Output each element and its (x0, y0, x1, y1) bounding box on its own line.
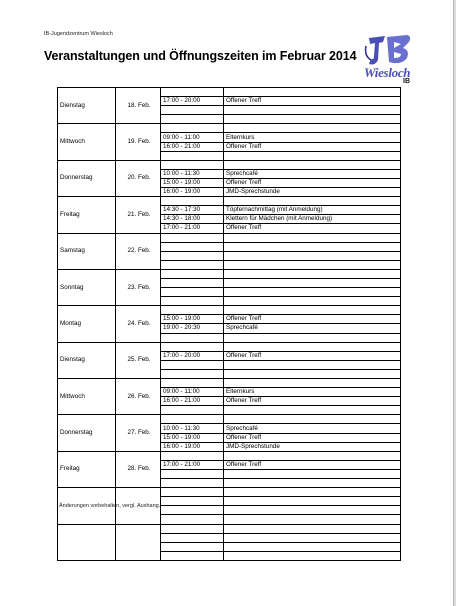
event-cell: JMD-Sprechstunde (224, 442, 401, 451)
event-cell (224, 260, 401, 269)
time-cell (161, 88, 224, 97)
time-cell: 15:00 - 19:00 (161, 315, 224, 324)
date-cell: 27. Feb. (116, 415, 161, 451)
table-row (58, 88, 401, 97)
date-cell: 20. Feb. (116, 160, 161, 196)
time-cell (161, 551, 224, 560)
table-row (58, 342, 401, 351)
time-cell: 14:30 - 17:30 (161, 206, 224, 215)
time-cell: 17:00 - 20:00 (161, 351, 224, 360)
time-cell (161, 288, 224, 297)
table-row (58, 379, 401, 388)
time-cell: 16:00 - 21:00 (161, 397, 224, 406)
event-cell (224, 297, 401, 306)
event-cell (224, 88, 401, 97)
table-row (58, 160, 401, 169)
day-cell: Freitag (58, 197, 116, 233)
date-cell: 19. Feb. (116, 124, 161, 160)
event-cell (224, 278, 401, 287)
logo-wordmark: Wiesloch (364, 65, 411, 80)
time-cell (161, 233, 224, 242)
event-cell (224, 151, 401, 160)
event-cell: Offener Treff (224, 460, 401, 469)
time-cell (161, 479, 224, 488)
event-cell (224, 451, 401, 460)
event-cell: Sprechcafé (224, 424, 401, 433)
event-cell: JMD-Sprechstunde (224, 188, 401, 197)
table-row (58, 269, 401, 278)
table-row (58, 197, 401, 206)
event-cell (224, 306, 401, 315)
time-cell: 10:00 - 11:30 (161, 424, 224, 433)
logo-mark: IB (403, 78, 410, 85)
event-cell (224, 160, 401, 169)
event-cell: Offener Treff (224, 178, 401, 187)
time-cell (161, 160, 224, 169)
time-cell (161, 115, 224, 124)
event-cell (224, 197, 401, 206)
event-cell (224, 515, 401, 524)
event-cell (224, 269, 401, 278)
time-cell: 10:00 - 11:30 (161, 169, 224, 178)
event-cell (224, 488, 401, 497)
time-cell (161, 124, 224, 133)
date-cell: 28. Feb. (116, 451, 161, 487)
day-cell: Donnerstag (58, 415, 116, 451)
time-cell (161, 360, 224, 369)
time-cell (161, 269, 224, 278)
event-cell (224, 506, 401, 515)
time-cell (161, 524, 224, 533)
time-cell (161, 278, 224, 287)
table-row (58, 415, 401, 424)
table-row (58, 233, 401, 242)
table-row (58, 306, 401, 315)
event-cell: Offener Treff (224, 142, 401, 151)
time-cell (161, 497, 224, 506)
time-cell: 16:00 - 19:00 (161, 442, 224, 451)
event-cell (224, 497, 401, 506)
time-cell (161, 488, 224, 497)
event-cell (224, 369, 401, 378)
time-cell: 16:00 - 19:00 (161, 188, 224, 197)
time-cell (161, 369, 224, 378)
event-cell (224, 542, 401, 551)
time-cell (161, 297, 224, 306)
event-cell: Offener Treff (224, 224, 401, 233)
event-cell (224, 242, 401, 251)
event-cell: Elternkurs (224, 133, 401, 142)
event-cell: Offener Treff (224, 433, 401, 442)
event-cell (224, 533, 401, 542)
day-cell: Dienstag (58, 88, 116, 124)
event-cell (224, 333, 401, 342)
day-cell: Montag (58, 306, 116, 342)
time-cell (161, 151, 224, 160)
time-cell: 17:00 - 20:00 (161, 97, 224, 106)
date-cell (116, 524, 161, 560)
time-cell: 09:00 - 11:00 (161, 133, 224, 142)
table-row (58, 524, 401, 533)
day-cell: Samstag (58, 233, 116, 269)
time-cell: 17:00 - 21:00 (161, 460, 224, 469)
event-cell (224, 415, 401, 424)
time-cell: 19:00 - 20:30 (161, 324, 224, 333)
event-cell (224, 106, 401, 115)
event-cell: Elternkurs (224, 388, 401, 397)
event-cell (224, 379, 401, 388)
day-cell: Dienstag (58, 342, 116, 378)
date-cell: 26. Feb. (116, 379, 161, 415)
event-cell (224, 288, 401, 297)
date-cell: 25. Feb. (116, 342, 161, 378)
event-cell (224, 524, 401, 533)
date-cell: 24. Feb. (116, 306, 161, 342)
date-cell: 23. Feb. (116, 269, 161, 305)
day-cell (58, 524, 116, 560)
event-cell: Sprechcafé (224, 169, 401, 178)
event-cell (224, 124, 401, 133)
event-cell (224, 360, 401, 369)
organization-name: IB-Jugendzentrum Wiesloch (44, 31, 113, 37)
event-cell (224, 251, 401, 260)
time-cell (161, 451, 224, 460)
time-cell (161, 506, 224, 515)
time-cell (161, 242, 224, 251)
day-cell: Mittwoch (58, 379, 116, 415)
time-cell: 17:00 - 21:00 (161, 224, 224, 233)
time-cell (161, 197, 224, 206)
schedule-table (57, 87, 401, 561)
event-cell: Klettern für Mädchen (mit Anmeldung) (224, 215, 401, 224)
table-row (58, 451, 401, 460)
time-cell: 15:00 - 19:00 (161, 433, 224, 442)
date-cell: 18. Feb. (116, 88, 161, 124)
table-row (58, 124, 401, 133)
time-cell: 09:00 - 11:00 (161, 388, 224, 397)
event-cell (224, 233, 401, 242)
event-cell (224, 469, 401, 478)
event-cell: Offener Treff (224, 397, 401, 406)
time-cell (161, 342, 224, 351)
page-title: Veranstaltungen und Öffnungszeiten im Februar 2014 (44, 49, 357, 63)
event-cell: Töpfernachmittag (mit Anmeldung) (224, 206, 401, 215)
time-cell (161, 333, 224, 342)
time-cell (161, 406, 224, 415)
time-cell (161, 251, 224, 260)
event-cell: Sprechcafé (224, 324, 401, 333)
footer-note: Änderungen vorbehalten, vergl. Aushang. (59, 503, 161, 509)
time-cell (161, 515, 224, 524)
day-cell: Mittwoch (58, 124, 116, 160)
date-cell: 21. Feb. (116, 197, 161, 233)
event-cell (224, 551, 401, 560)
time-cell (161, 379, 224, 388)
day-cell: Sonntag (58, 269, 116, 305)
date-cell: 22. Feb. (116, 233, 161, 269)
time-cell (161, 533, 224, 542)
event-cell (224, 406, 401, 415)
time-cell (161, 415, 224, 424)
time-cell (161, 542, 224, 551)
event-cell: Offener Treff (224, 351, 401, 360)
event-cell (224, 479, 401, 488)
time-cell: 16:00 - 21:00 (161, 142, 224, 151)
event-cell: Offener Treff (224, 97, 401, 106)
time-cell (161, 306, 224, 315)
day-cell: Donnerstag (58, 160, 116, 196)
event-cell: Offener Treff (224, 315, 401, 324)
day-cell: Freitag (58, 451, 116, 487)
time-cell (161, 260, 224, 269)
event-cell (224, 115, 401, 124)
time-cell (161, 469, 224, 478)
time-cell: 14:30 - 18:00 (161, 215, 224, 224)
table-row (58, 488, 401, 497)
time-cell (161, 106, 224, 115)
time-cell: 15:00 - 19:00 (161, 178, 224, 187)
event-cell (224, 342, 401, 351)
